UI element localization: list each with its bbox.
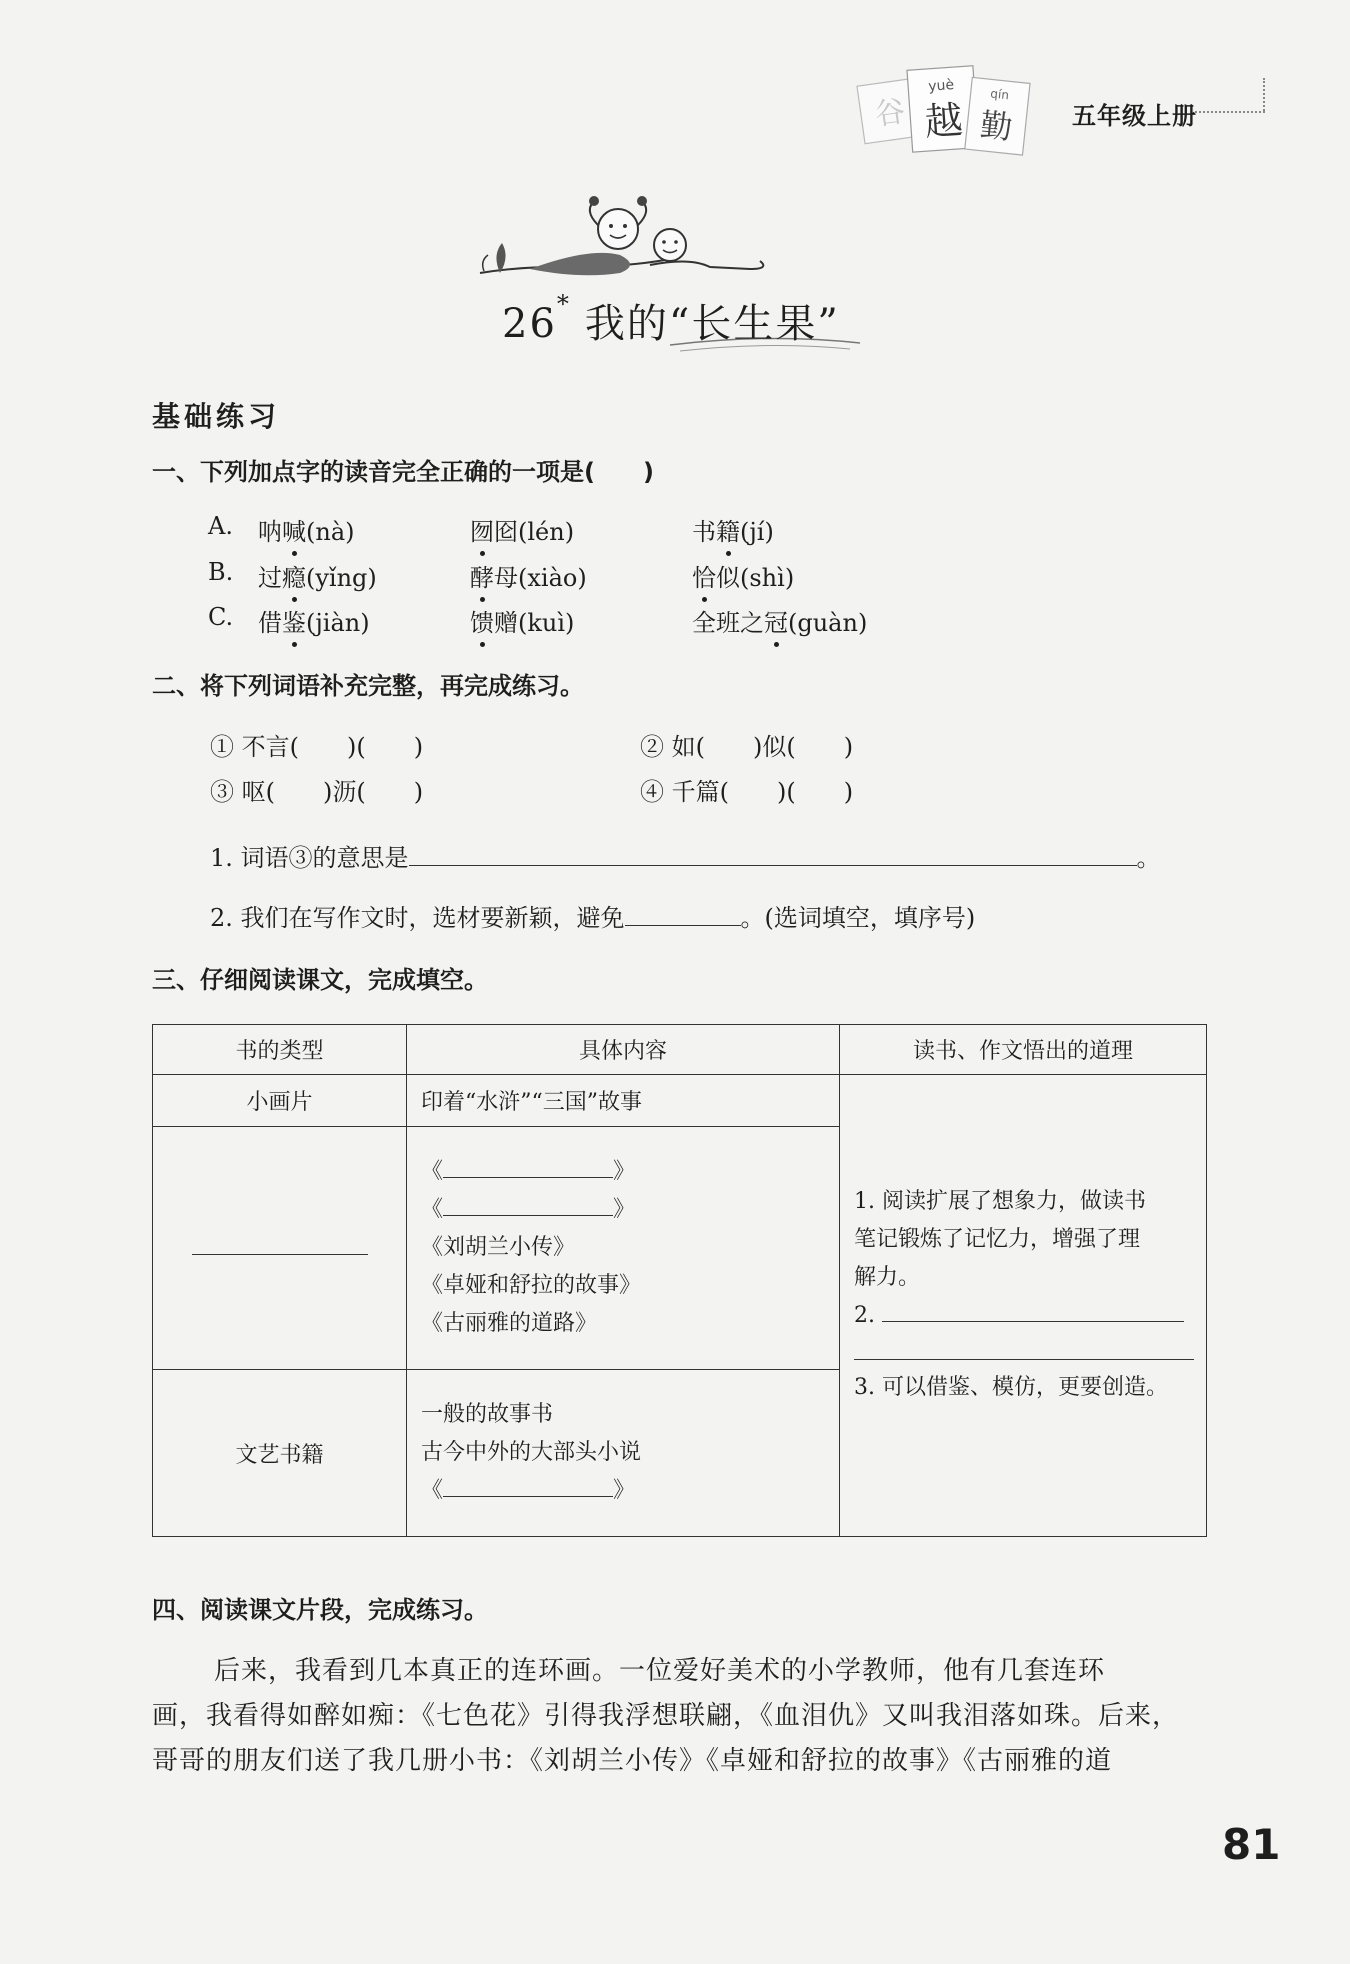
book-title: 《卓娅和舒拉的故事》 bbox=[421, 1273, 642, 1299]
q2-word-3: ③ 呕( )沥( ) bbox=[210, 778, 424, 806]
q2-word-2: ② 如( )似( ) bbox=[640, 733, 854, 761]
row1-type: 小画片 bbox=[153, 1075, 407, 1127]
lesson-number: 26 bbox=[502, 301, 557, 347]
book-title: 《刘胡兰小传》 bbox=[421, 1235, 576, 1261]
row1-content: 印着“水浒”“三国”故事 bbox=[407, 1075, 840, 1127]
table-header-type: 书的类型 bbox=[153, 1025, 407, 1075]
book-title: 《古丽雅的道路》 bbox=[421, 1311, 598, 1337]
q2-sub1: 1. 词语③的意思是 。 bbox=[210, 844, 1161, 872]
logo-pinyin-1: yuè bbox=[927, 77, 955, 95]
q1-option-b-item-3: 恰似(shì) bbox=[692, 558, 794, 593]
row2-type bbox=[153, 1127, 407, 1370]
q4-prompt: 四、阅读课文片段，完成练习。 bbox=[152, 1596, 488, 1624]
q1-option-c-item-3: 全班之冠(guàn) bbox=[692, 603, 867, 638]
answer-blank[interactable] bbox=[625, 925, 741, 926]
answer-blank[interactable] bbox=[409, 865, 1137, 866]
table-header-insight: 读书、作文悟出的道理 bbox=[840, 1025, 1207, 1075]
q2-sub2: 2. 我们在写作文时，选材要新颖，避免 。(选词填空，填序号) bbox=[210, 904, 976, 932]
q1-option-c-item-1: 借鉴(jiàn) bbox=[258, 603, 370, 638]
emphasis-char: 瘾 bbox=[282, 558, 306, 593]
passage-line-3: 哥哥的朋友们送了我几册小书：《刘胡兰小传》《卓娅和舒拉的故事》《古丽雅的道 bbox=[152, 1746, 1113, 1776]
q1-option-a-item-2: 囫囵(lén) bbox=[470, 512, 574, 547]
answer-blank[interactable] bbox=[443, 1177, 613, 1178]
lesson-name: 我的“长生果” bbox=[584, 301, 840, 347]
book-logo bbox=[850, 60, 1040, 170]
reading-table bbox=[152, 1024, 1207, 1537]
q1-option-b-item-1: 过瘾(yǐng) bbox=[258, 558, 377, 593]
logo-pinyin-2: qín bbox=[989, 86, 1010, 103]
emphasis-char: 酵 bbox=[470, 558, 494, 593]
q2-word-4: ④ 千篇( )( ) bbox=[640, 778, 854, 806]
q2-word-1: ① 不言( )( ) bbox=[210, 733, 424, 761]
insight-line: 3. 可以借鉴、模仿，更要创造。 bbox=[854, 1375, 1168, 1401]
logo-char-1: 谷 bbox=[872, 94, 908, 133]
q1-option-a-label: A. bbox=[208, 512, 233, 540]
row3-type: 文艺书籍 bbox=[153, 1370, 407, 1537]
grade-label: 五年级上册 bbox=[1072, 102, 1197, 130]
passage-line-1: 后来，我看到几本真正的连环画。一位爱好美术的小学教师，他有几套连环 bbox=[214, 1656, 1106, 1686]
answer-blank[interactable] bbox=[882, 1321, 1184, 1322]
logo-char-2: 越 bbox=[923, 97, 965, 145]
q3-prompt: 三、仔细阅读课文，完成填空。 bbox=[152, 966, 488, 994]
row2-content: 《 》 《 》 《刘胡兰小传》 《卓娅和舒拉的故事》 《古丽雅的道路》 bbox=[407, 1127, 840, 1370]
section-title: 基础练习 bbox=[152, 400, 281, 433]
lesson-mark: * bbox=[556, 290, 571, 318]
answer-blank[interactable] bbox=[854, 1359, 1194, 1360]
emphasis-char: 囫 bbox=[470, 512, 494, 547]
header-dotted-tick bbox=[1263, 78, 1265, 111]
emphasis-char: 恰 bbox=[692, 558, 716, 593]
emphasis-char: 籍 bbox=[716, 512, 740, 547]
lesson-title bbox=[502, 292, 840, 349]
insight-line: 笔记锻炼了记忆力，增强了理 bbox=[854, 1227, 1141, 1253]
q1-option-b-label: B. bbox=[208, 558, 234, 586]
header-dotted-line bbox=[1195, 111, 1265, 113]
answer-blank[interactable] bbox=[443, 1496, 613, 1497]
table-header-content: 具体内容 bbox=[407, 1025, 840, 1075]
page-number: 81 bbox=[1222, 1820, 1281, 1869]
q1-option-b-item-2: 酵母(xiào) bbox=[470, 558, 587, 593]
emphasis-char: 鉴 bbox=[282, 603, 306, 638]
q1-prompt: 一、下列加点字的读音完全正确的一项是( ) bbox=[152, 458, 654, 486]
passage-line-2: 画，我看得如醉如痴：《七色花》引得我浮想联翩，《血泪仇》又叫我泪落如珠。后来， bbox=[152, 1701, 1180, 1731]
emphasis-char: 馈 bbox=[470, 603, 494, 638]
q1-option-a-item-3: 书籍(jí) bbox=[692, 512, 774, 547]
emphasis-char: 冠 bbox=[764, 603, 788, 638]
insight-line: 解力。 bbox=[854, 1265, 921, 1291]
q1-option-c-item-2: 馈赠(kuì) bbox=[470, 603, 574, 638]
row3-content: 一般的故事书 古今中外的大部头小说 《 》 bbox=[407, 1370, 840, 1537]
q2-prompt: 二、将下列词语补充完整，再完成练习。 bbox=[152, 672, 584, 700]
insight-line: 2. bbox=[854, 1297, 1206, 1335]
emphasis-char: 喊 bbox=[282, 512, 306, 547]
insight-line: 1. 阅读扩展了想象力，做读书 bbox=[854, 1189, 1146, 1215]
insights-cell bbox=[840, 1075, 1207, 1537]
q1-option-a-item-1: 呐喊(nà) bbox=[258, 512, 355, 547]
answer-blank[interactable] bbox=[443, 1215, 613, 1216]
answer-blank[interactable] bbox=[192, 1254, 368, 1255]
q1-option-c-label: C. bbox=[208, 603, 234, 631]
logo-char-3: 勤 bbox=[978, 105, 1015, 147]
